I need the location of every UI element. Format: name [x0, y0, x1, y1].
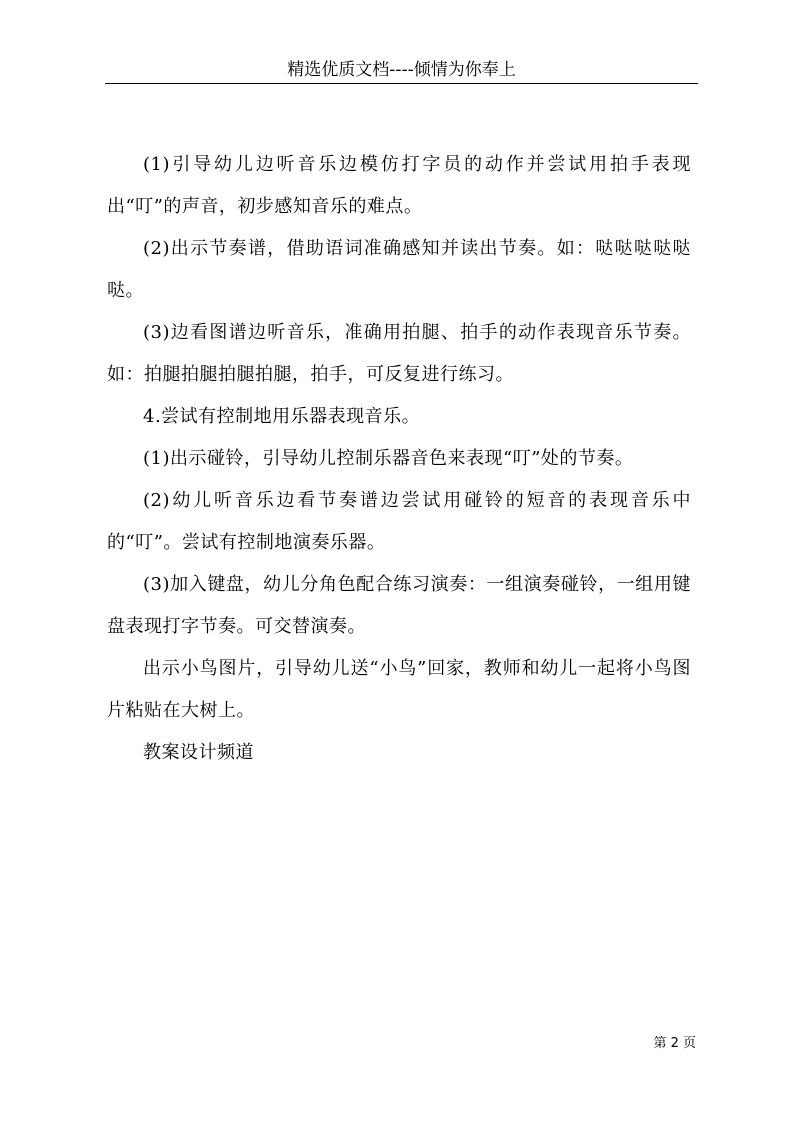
page-number: 第 2 页	[653, 1036, 696, 1051]
document-body	[107, 144, 691, 774]
paragraph: (1)出示碰铃，引导幼儿控制乐器音色来表现“叮”处的节奏。	[143, 448, 634, 469]
paragraph: (3)边看图谱边听音乐，准确用拍腿、拍手的动作表现音乐节奏。如：拍腿拍腿拍腿拍腿，拍手，可反复进行练习。	[107, 322, 691, 385]
page-header: 精选优质文档----倾情为你奉上	[287, 60, 516, 80]
paragraph: 教案设计频道	[143, 742, 254, 763]
paragraph: (2)幼儿听音乐边看节奏谱边尝试用碰铃的短音的表现音乐中的“叮”。尝试有控制地演奏乐器。	[107, 490, 691, 553]
header-divider	[105, 83, 698, 84]
paragraph: (3)加入键盘，幼儿分角色配合练习演奏：一组演奏碰铃，一组用键盘表现打字节奏。可交替演奏。	[107, 574, 691, 637]
paragraph: (2)出示节奏谱，借助语词准确感知并读出节奏。如：哒哒哒哒哒哒。	[107, 238, 691, 301]
paragraph: 出示小鸟图片，引导幼儿送“小鸟”回家，教师和幼儿一起将小鸟图片粘贴在大树上。	[107, 658, 691, 721]
paragraph: (1)引导幼儿边听音乐边模仿打字员的动作并尝试用拍手表现出“叮”的声音，初步感知音乐的难点。	[107, 154, 691, 217]
paragraph: 4.尝试有控制地用乐器表现音乐。	[143, 406, 421, 427]
